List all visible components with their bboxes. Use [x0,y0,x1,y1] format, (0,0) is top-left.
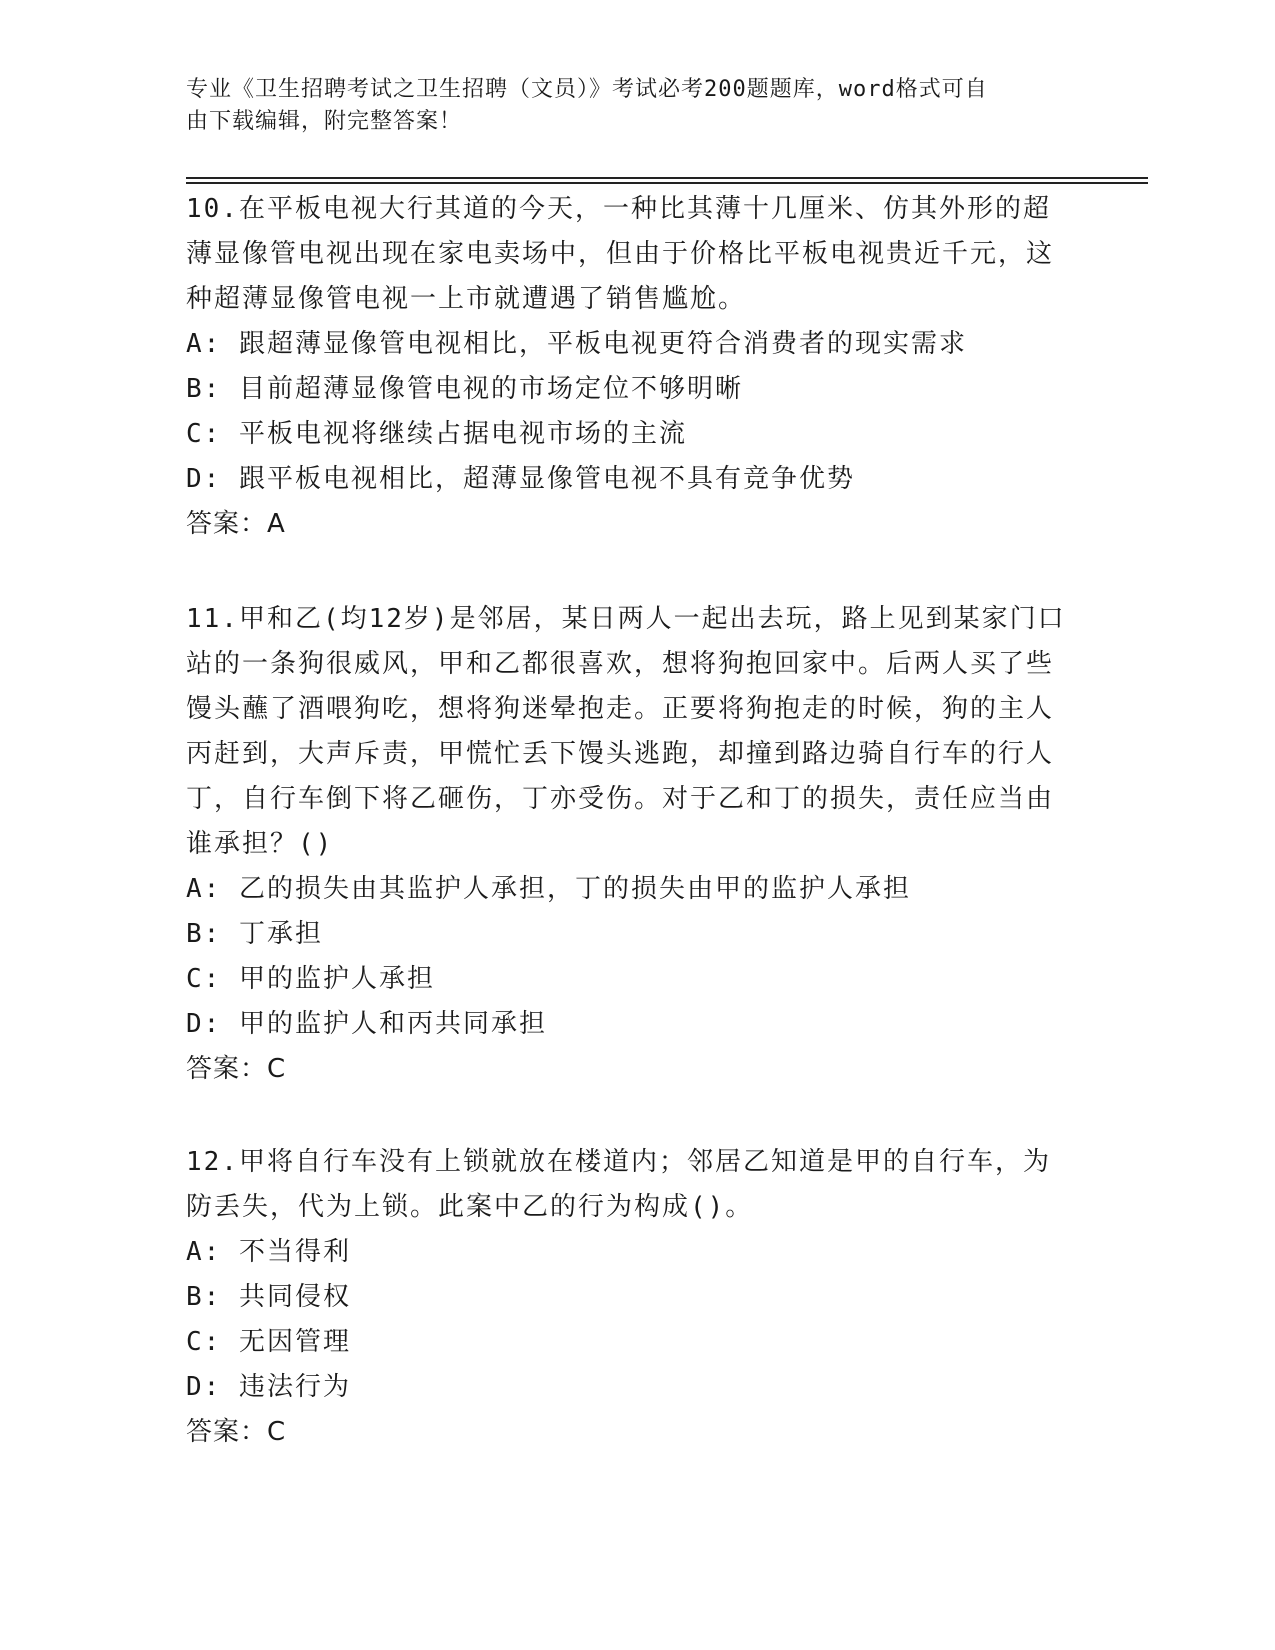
answer: 答案：A [186,509,286,539]
option-c: C: 无因管理 [186,1327,351,1357]
option-c: C: 平板电视将继续占据电视市场的主流 [186,419,687,449]
question-text: 10.在平板电视大行其道的今天，一种比其薄十几厘米、仿其外形的超薄显像管电视出现在家电卖场中，但由于价格比平板电视贵近千元，这种超薄显像管电视一上市就遭遇了销售尴尬。 [186,194,1055,314]
option-b: B: 丁承担 [186,919,323,949]
document-header [186,74,1066,138]
option-d: D: 甲的监护人和丙共同承担 [186,1009,547,1039]
question-text: 12.甲将自行车没有上锁就放在楼道内；邻居乙知道是甲的自行车，为防丢失，代为上锁。此案中乙的行为构成()。 [186,1147,1051,1222]
option-a: A: 跟超薄显像管电视相比，平板电视更符合消费者的现实需求 [186,329,967,359]
question-12 [186,1140,1066,1455]
header-line-2: 由下载编辑，附完整答案！ [186,109,463,134]
header-line-1: 专业《卫生招聘考试之卫生招聘（文员）》考试必考200题题库，word格式可自 [186,77,988,102]
option-a: A: 不当得利 [186,1237,351,1267]
option-d: D: 违法行为 [186,1372,351,1402]
header-rule-bottom [186,182,1148,184]
answer: 答案：C [186,1417,287,1447]
option-c: C: 甲的监护人承担 [186,964,435,994]
question-11 [186,597,1066,1092]
header-rule-top [186,177,1148,179]
option-a: A: 乙的损失由其监护人承担，丁的损失由甲的监护人承担 [186,874,911,904]
question-10 [186,187,1066,547]
option-b: B: 共同侵权 [186,1282,351,1312]
answer: 答案：C [186,1054,287,1084]
option-b: B: 目前超薄显像管电视的市场定位不够明晰 [186,374,743,404]
question-text: 11.甲和乙(均12岁)是邻居，某日两人一起出去玩，路上见到某家门口站的一条狗很威风，甲和乙都很喜欢，想将狗抱回家中。后两人买了些馒头蘸了酒喂狗吃，想将狗迷晕抱走。正要将狗抱走的时候，狗的主人丙赶到，大声斥责，甲慌忙丢下馒头逃跑，却撞到路边骑自行车的行人丁，自行车倒下将乙砸伤，丁亦受伤。对于乙和丁的损失，责任应当由谁承担？() [186,604,1066,859]
option-d: D: 跟平板电视相比，超薄显像管电视不具有竞争优势 [186,464,855,494]
